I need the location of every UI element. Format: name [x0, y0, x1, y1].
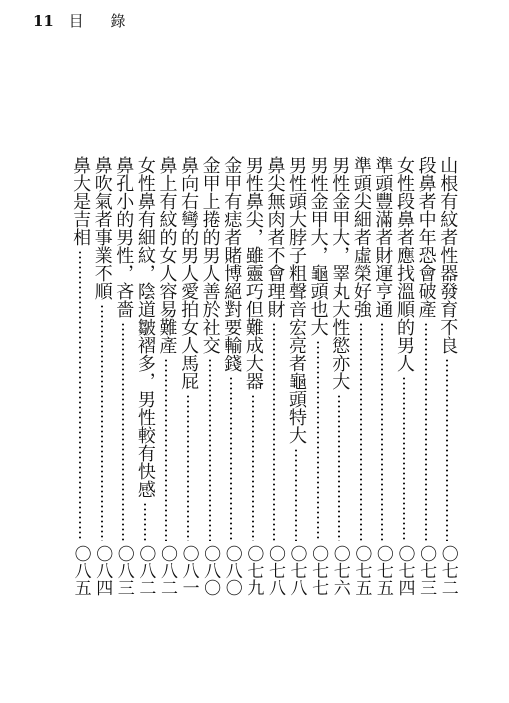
dot-leader: [446, 358, 448, 541]
dot-leader: [101, 304, 103, 541]
dot-leader: [273, 322, 275, 541]
toc-entry-page: 〇八〇: [221, 545, 242, 596]
toc-entry-title: 鼻吹氣者事業不順: [91, 156, 113, 300]
toc-entry-page: 〇七三: [416, 545, 437, 596]
toc-entry: [134, 156, 156, 596]
dot-leader: [252, 394, 254, 541]
dot-leader: [403, 376, 405, 541]
toc-entry-title: 段鼻者中年恐會破產: [415, 156, 437, 318]
dot-leader: [230, 376, 232, 541]
dot-leader: [381, 322, 383, 541]
toc-entry-page: 〇七六: [329, 545, 350, 596]
page-header: [33, 10, 125, 31]
dot-leader: [317, 340, 319, 541]
toc-entry-title: 金甲有痣者賭博絕對要輸錢: [221, 156, 243, 372]
dot-leader: [79, 250, 81, 541]
toc-entry-title: 男性頭大脖子粗聲音宏亮者龜頭特大: [286, 156, 308, 444]
toc-entry: [264, 156, 286, 596]
toc-entry-title: 女性段鼻者應找溫順的男人: [394, 156, 416, 372]
toc-entry-page: 〇八五: [70, 545, 91, 596]
toc-entry-page: 〇七八: [286, 545, 307, 596]
header-title-lu: 錄: [110, 12, 126, 30]
toc-entry-title: 準頭豐滿者財運亨通: [372, 156, 394, 318]
page-number: 11: [33, 12, 54, 30]
toc-entry: [69, 156, 91, 596]
dot-leader: [295, 448, 297, 541]
dot-leader: [144, 502, 146, 541]
toc-entry-title: 鼻大是吉相: [70, 156, 92, 246]
dot-leader: [122, 322, 124, 541]
toc-entry: [177, 156, 199, 596]
toc-entry: [220, 156, 242, 596]
dot-leader: [165, 358, 167, 541]
toc-entry: [350, 156, 372, 596]
toc-entry-title: 準頭尖細者虛榮好強: [350, 156, 372, 318]
toc-entry-page: 〇八〇: [200, 545, 221, 596]
toc-entry: [156, 156, 178, 596]
toc-entry-title: 男性金甲大，睪丸大性慾亦大: [329, 156, 351, 390]
toc-entry: [113, 156, 135, 596]
toc-entry-title: 鼻尖無肉者不會理財: [264, 156, 286, 318]
toc-entry-title: 金甲上捲的男人善於社交: [199, 156, 221, 354]
toc-entry-title: 女性鼻有細紋，陰道皺褶多，男性較有快感: [134, 156, 156, 498]
toc-entry-title: 男性鼻尖，雖靈巧但難成大器: [242, 156, 264, 390]
toc-entry-page: 〇七五: [351, 545, 372, 596]
toc-entry: [436, 156, 458, 596]
toc-entry: [199, 156, 221, 596]
toc-entry-page: 〇八二: [135, 545, 156, 596]
toc-entry: [328, 156, 350, 596]
toc-entry-title: 男性金甲大，龜頭也大: [307, 156, 329, 336]
toc-entry: [285, 156, 307, 596]
header-title-mu: 目: [68, 12, 84, 30]
toc-entry: [307, 156, 329, 596]
toc-entry-title: 鼻向右彎的男人愛拍女人馬屁: [178, 156, 200, 390]
toc-entry-page: 〇七二: [437, 545, 458, 596]
toc-entry-page: 〇七五: [372, 545, 393, 596]
toc-entry-page: 〇八二: [156, 545, 177, 596]
toc-entry-title: 山根有紋者性器發育不良: [437, 156, 459, 354]
toc-entry: [393, 156, 415, 596]
toc-entry-page: 〇七九: [243, 545, 264, 596]
toc-entry-title: 鼻孔小的男性，吝嗇: [113, 156, 135, 318]
dot-leader: [425, 322, 427, 541]
dot-leader: [338, 394, 340, 541]
toc-entry: [242, 156, 264, 596]
toc-entry: [415, 156, 437, 596]
table-of-contents: [58, 156, 458, 596]
dot-leader: [360, 322, 362, 541]
toc-entry: [372, 156, 394, 596]
toc-entry-page: 〇八一: [178, 545, 199, 596]
toc-entry-page: 〇七八: [264, 545, 285, 596]
toc-entry-page: 〇八四: [92, 545, 113, 596]
toc-entry: [91, 156, 113, 596]
toc-entry-page: 〇七四: [394, 545, 415, 596]
toc-entry-page: 〇七七: [308, 545, 329, 596]
toc-entry-page: 〇八三: [113, 545, 134, 596]
toc-entry-title: 鼻上有紋的女人容易難產: [156, 156, 178, 354]
dot-leader: [209, 358, 211, 541]
dot-leader: [187, 394, 189, 541]
